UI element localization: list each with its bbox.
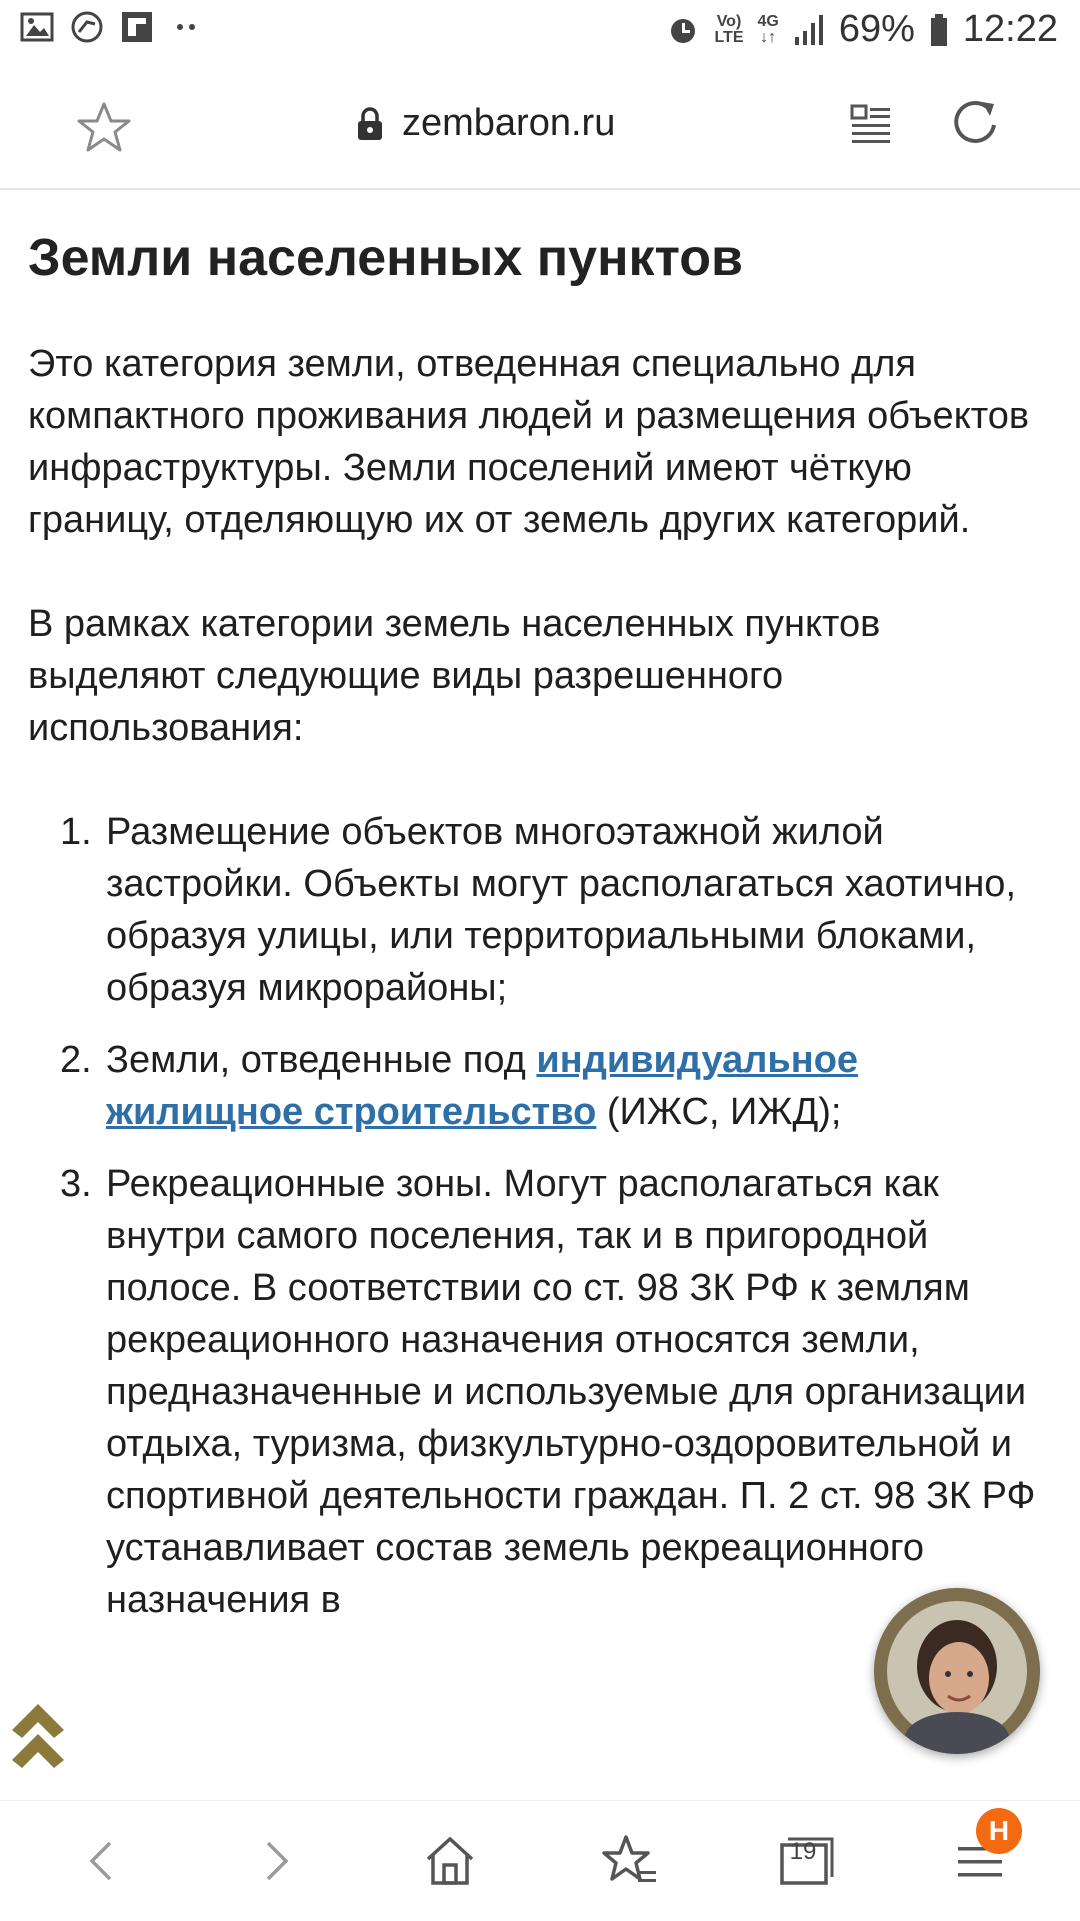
menu-notification-badge: H [976, 1808, 1022, 1854]
list-item [28, 1034, 1038, 1138]
volte-indicator: Vo) LTE [714, 12, 744, 46]
list-item-text: Земли, отведенные под [106, 1039, 537, 1081]
bookmark-star-icon[interactable] [76, 100, 132, 156]
address-bar [0, 62, 1080, 190]
sync-icon [70, 10, 104, 44]
reload-icon[interactable] [950, 98, 1000, 148]
reader-mode-icon[interactable] [850, 102, 892, 146]
izhs-link[interactable]: индивидуальное жилищное строительство [106, 1039, 859, 1133]
home-icon[interactable] [420, 1831, 480, 1891]
list-item-text: Рекреационные зоны. Могут располагаться как внутри самого поселения, так и в пригородной полосе. В соответствии со ст. 98 ЗК РФ к землям рекреационного назначения относятся земли, предназначенные и используемые для организации отдыха, туризма, физкультурно-оздоровительной и спортивной деятельности граждан. П. 2 ст. 98 ЗК РФ устанавливает состав земель рекреационного назначения в [106, 1163, 1036, 1621]
tab-count: 19 [789, 1838, 817, 1865]
intro-paragraph: Это категория земли, отведенная специально для компактного проживания людей и размещения объектов инфраструктуры. Земли поселений имеют чёткую границу, отделяющую их от земель других категорий. [28, 343, 1030, 541]
status-bar [0, 0, 1080, 62]
forward-icon[interactable] [246, 1831, 306, 1891]
person-avatar-icon [874, 1588, 1040, 1754]
list-item [28, 1158, 1038, 1626]
scroll-to-top-icon[interactable] [8, 1700, 68, 1780]
battery-percent: 69% [838, 8, 915, 50]
alarm-icon [666, 13, 700, 47]
list-item [28, 806, 1038, 1014]
more-notifications-icon [170, 10, 204, 44]
page-title: Земли населенных пунктов [28, 229, 744, 287]
list-intro-paragraph: В рамках категории земель населенных пунктов выделяют следующие виды разрешенного использования: [28, 603, 881, 749]
list-item-text: Размещение объектов многоэтажной жилой застройки. Объекты могут располагаться хаотично, образуя улицы, или территориальными блоками, образуя микрорайоны; [106, 811, 1016, 1009]
network-type: 4G ↓↑ [757, 12, 779, 46]
bottom-navigation [0, 1800, 1080, 1921]
list-number: 1. [60, 811, 92, 853]
battery-icon [929, 13, 949, 47]
bookmarks-icon[interactable] [600, 1831, 660, 1891]
list-number: 3. [60, 1163, 92, 1205]
signal-icon [793, 13, 825, 47]
list-number: 2. [60, 1039, 92, 1081]
flipboard-icon [120, 10, 154, 44]
chat-avatar[interactable] [874, 1588, 1040, 1754]
list-item-text-after: (ИЖС, ИЖД); [596, 1091, 842, 1133]
gallery-icon [20, 10, 54, 44]
usage-list [28, 806, 1038, 1626]
clock: 12:22 [962, 8, 1058, 50]
lock-icon [356, 107, 384, 141]
back-icon[interactable] [72, 1831, 132, 1891]
article-content [28, 188, 1038, 1788]
url-text: zembaron.ru [402, 102, 616, 144]
url-field[interactable] [356, 102, 615, 145]
